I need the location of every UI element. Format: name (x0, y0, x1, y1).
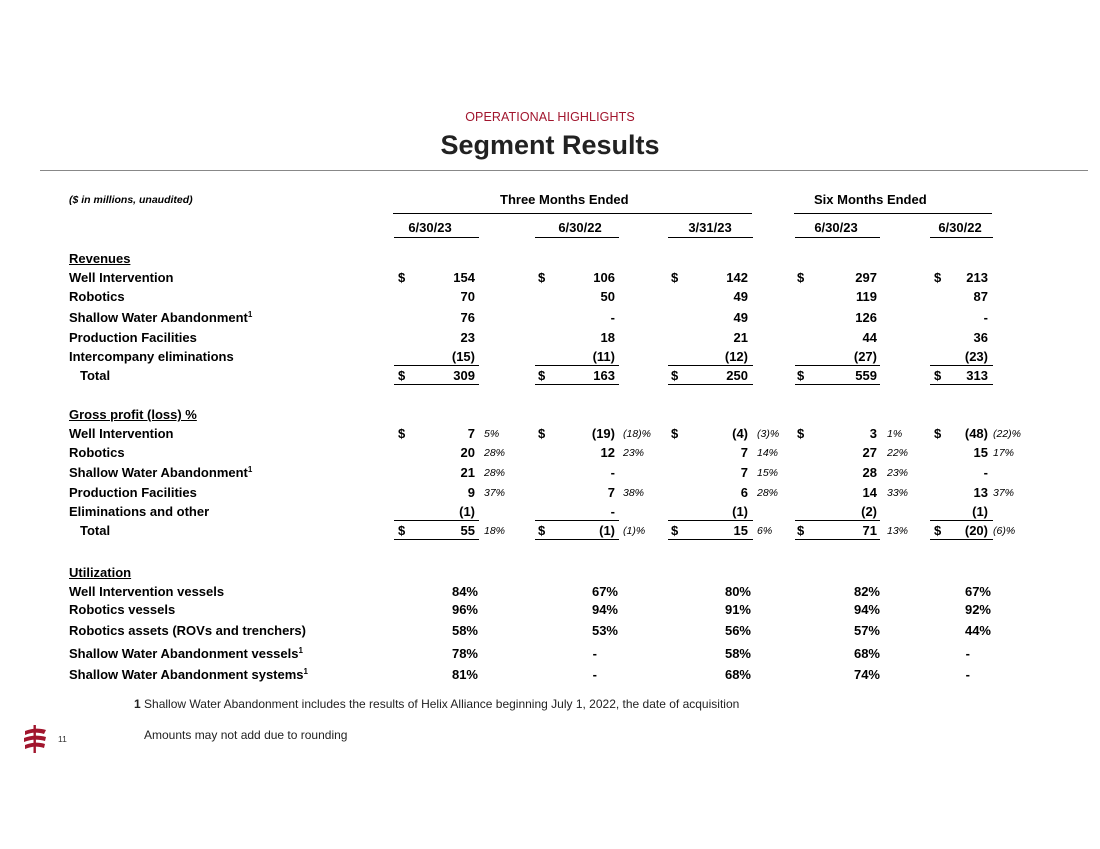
utilization-heading: Utilization (69, 565, 132, 580)
utilization-value: 58% (724, 646, 751, 661)
revenue-value: 36 (973, 330, 988, 345)
gross-margin-total-pct: 13% (887, 525, 909, 537)
gross-margin-pct: 37% (484, 487, 506, 499)
subtotal-rule (930, 365, 993, 366)
utilization-value: 84% (451, 584, 478, 599)
gross-margin-pct: 23% (623, 447, 645, 459)
revenue-value: (12) (724, 349, 748, 364)
units-note: ($ in millions, unaudited) (69, 194, 193, 206)
utilization-value: 58% (451, 623, 478, 638)
subtotal-rule (394, 365, 479, 366)
subtotal-rule (394, 520, 479, 521)
gross-profit-row-label: Robotics (69, 445, 125, 460)
utilization-value: 67% (591, 584, 618, 599)
column-header-rule (795, 237, 880, 238)
revenue-value: 23 (460, 330, 475, 345)
revenue-value: (23) (964, 349, 988, 364)
subtotal-rule (668, 520, 753, 521)
revenue-value: 154 (453, 270, 475, 285)
gross-profit-value: 7 (607, 485, 615, 500)
utilization-value: - (592, 646, 597, 661)
total-double-rule (930, 384, 993, 385)
gross-margin-pct: 28% (757, 487, 779, 499)
currency-symbol: $ (671, 523, 679, 538)
currency-symbol: $ (934, 523, 942, 538)
footnote-ref: 1 (247, 310, 253, 319)
currency-symbol: $ (797, 426, 805, 441)
revenue-total-value: 313 (966, 368, 988, 383)
revenue-value: 49 (733, 310, 748, 325)
gross-profit-total-value: (1) (599, 523, 615, 538)
revenue-value: - (983, 310, 988, 325)
gross-margin-pct: 33% (887, 487, 909, 499)
utilization-row-label: Robotics vessels (69, 602, 176, 617)
group-rule-six-months (794, 213, 992, 214)
revenue-value: 49 (733, 289, 748, 304)
gross-margin-total-pct: (6)% (993, 525, 1016, 537)
utilization-value: - (965, 646, 970, 661)
currency-symbol: $ (398, 270, 406, 285)
total-double-rule (930, 539, 993, 540)
currency-symbol: $ (671, 426, 679, 441)
group-header-three-months: Three Months Ended (500, 192, 629, 207)
currency-symbol: $ (538, 368, 546, 383)
revenue-row-label: Production Facilities (69, 330, 197, 345)
utilization-value: 67% (964, 584, 991, 599)
currency-symbol: $ (398, 523, 406, 538)
gross-profit-row-label: Shallow Water Abandonment$^1$ (69, 465, 253, 480)
total-double-rule (535, 384, 619, 385)
page-number: 11 (58, 734, 67, 744)
total-double-rule (795, 539, 880, 540)
footnote-ref: 1 (247, 465, 253, 474)
gross-profit-value: 14 (862, 485, 877, 500)
gross-margin-pct: 28% (484, 447, 506, 459)
revenue-row-label: Shallow Water Abandonment$^1$ (69, 310, 253, 325)
utilization-value: 68% (853, 646, 880, 661)
subtotal-rule (795, 520, 880, 521)
currency-symbol: $ (934, 270, 942, 285)
gross-profit-total-value: (20) (964, 523, 988, 538)
revenue-value: 142 (726, 270, 748, 285)
utilization-value: 81% (451, 667, 478, 682)
currency-symbol: $ (398, 426, 406, 441)
currency-symbol: $ (538, 270, 546, 285)
group-rule-three-months (393, 213, 752, 214)
currency-symbol: $ (797, 523, 805, 538)
subtotal-rule (535, 520, 619, 521)
gross-profit-heading: Gross profit (loss) % (69, 407, 197, 422)
utilization-value: 74% (853, 667, 880, 682)
gross-profit-total-value: 15 (733, 523, 748, 538)
gross-margin-pct: 1% (887, 428, 903, 440)
column-header: 6/30/23 (814, 220, 858, 235)
revenue-total-value: 309 (453, 368, 475, 383)
subtotal-rule (668, 365, 753, 366)
revenue-value: (15) (451, 349, 475, 364)
gross-profit-value: 7 (740, 465, 748, 480)
utilization-value: 92% (964, 602, 991, 617)
revenue-value: 213 (966, 270, 988, 285)
gross-margin-pct: 23% (887, 467, 909, 479)
utilization-value: 94% (853, 602, 880, 617)
utilization-value: 56% (724, 623, 751, 638)
total-double-rule (394, 384, 479, 385)
gross-margin-pct: 28% (484, 467, 506, 479)
gross-margin-total-pct: (1)% (623, 525, 646, 537)
revenue-total-value: 250 (726, 368, 748, 383)
revenue-value: 126 (855, 310, 877, 325)
revenue-value: 21 (733, 330, 748, 345)
gross-margin-pct: 38% (623, 487, 645, 499)
currency-symbol: $ (797, 368, 805, 383)
currency-symbol: $ (538, 523, 546, 538)
utilization-value: - (592, 667, 597, 682)
gross-profit-total-label: Total (80, 523, 111, 538)
gross-margin-pct: 17% (993, 447, 1015, 459)
title-divider (40, 170, 1088, 171)
revenues-heading: Revenues (69, 251, 131, 266)
utilization-value: - (965, 667, 970, 682)
currency-symbol: $ (398, 368, 406, 383)
revenue-value: 18 (600, 330, 615, 345)
subtotal-rule (795, 365, 880, 366)
utilization-row-label: Shallow Water Abandonment systems$^1$ (69, 667, 308, 682)
revenue-row-label: Intercompany eliminations (69, 349, 234, 364)
utilization-value: 78% (451, 646, 478, 661)
utilization-value: 57% (853, 623, 880, 638)
revenue-value: (11) (592, 349, 615, 364)
utilization-row-label: Robotics assets (ROVs and trenchers) (69, 623, 306, 638)
gross-profit-value: 20 (460, 445, 475, 460)
utilization-value: 44% (964, 623, 991, 638)
page-title: Segment Results (440, 130, 660, 160)
utilization-value: 82% (853, 584, 880, 599)
gross-margin-pct: (22)% (993, 428, 1022, 440)
gross-profit-value: 28 (862, 465, 877, 480)
gross-margin-total-pct: 18% (484, 525, 506, 537)
column-header: 6/30/22 (558, 220, 602, 235)
total-double-rule (668, 384, 753, 385)
gross-margin-pct: 37% (993, 487, 1015, 499)
section-kicker: OPERATIONAL HIGHLIGHTS (465, 110, 635, 124)
gross-profit-value: 15 (973, 445, 988, 460)
revenue-value: - (610, 310, 615, 325)
utilization-value: 94% (591, 602, 618, 617)
currency-symbol: $ (934, 368, 942, 383)
gross-profit-value: 21 (460, 465, 475, 480)
column-header: 6/30/22 (938, 220, 982, 235)
total-double-rule (394, 539, 479, 540)
footnote-rounding: Amounts may not add due to rounding (144, 728, 348, 742)
revenue-value: 76 (460, 310, 475, 325)
total-double-rule (668, 539, 753, 540)
subtotal-rule (535, 365, 619, 366)
gross-profit-value: - (610, 504, 615, 519)
revenue-row-label: Robotics (69, 289, 125, 304)
gross-profit-value: 9 (467, 485, 475, 500)
gross-profit-value: (1) (972, 504, 988, 519)
revenue-value: 106 (593, 270, 615, 285)
gross-profit-value: (1) (732, 504, 748, 519)
gross-profit-row-label: Production Facilities (69, 485, 197, 500)
footnote-ref: 1 (298, 646, 303, 655)
currency-symbol: $ (797, 270, 805, 285)
gross-margin-pct: (18)% (623, 428, 652, 440)
gross-profit-row-label: Eliminations and other (69, 504, 210, 519)
currency-symbol: $ (934, 426, 942, 441)
footnote-1: 1 Shallow Water Abandonment includes the results of Helix Alliance beginning July 1, 2022, the date of acquisition (134, 697, 740, 711)
footnote-ref: 1 (303, 667, 308, 676)
currency-symbol: $ (671, 270, 679, 285)
utilization-row-label: Well Intervention vessels (69, 584, 225, 599)
revenue-value: 87 (973, 289, 988, 304)
utilization-value: 96% (451, 602, 478, 617)
revenue-row-label: Well Intervention (69, 270, 174, 285)
subtotal-rule (930, 520, 993, 521)
revenue-value: 297 (855, 270, 877, 285)
gross-margin-pct: 5% (484, 428, 500, 440)
revenue-value: 50 (600, 289, 615, 304)
gross-margin-pct: 22% (887, 447, 909, 459)
revenue-total-value: 163 (593, 368, 615, 383)
utilization-value: 68% (724, 667, 751, 682)
revenue-value: 119 (856, 289, 877, 304)
gross-margin-pct: (3)% (757, 428, 780, 440)
gross-profit-value: - (983, 465, 988, 480)
revenue-value: 70 (460, 289, 475, 304)
currency-symbol: $ (671, 368, 679, 383)
currency-symbol: $ (538, 426, 546, 441)
revenue-value: (27) (853, 349, 877, 364)
gross-profit-value: (1) (459, 504, 475, 519)
gross-margin-total-pct: 6% (757, 525, 773, 537)
gross-profit-total-value: 71 (862, 523, 877, 538)
gross-profit-value: 13 (973, 485, 988, 500)
group-header-six-months: Six Months Ended (814, 192, 927, 207)
revenue-value: 44 (862, 330, 877, 345)
gross-margin-pct: 14% (757, 447, 779, 459)
column-header: 3/31/23 (688, 220, 732, 235)
gross-profit-value: 27 (862, 445, 877, 460)
column-header-rule (930, 237, 993, 238)
revenue-total-label: Total (80, 368, 111, 383)
gross-profit-value: 3 (869, 426, 877, 441)
column-header-rule (394, 237, 479, 238)
gross-profit-value: (2) (861, 504, 877, 519)
gross-profit-value: 7 (740, 445, 748, 460)
revenue-total-value: 559 (855, 368, 877, 383)
column-header-rule (535, 237, 619, 238)
utilization-row-label: Shallow Water Abandonment vessels$^1$ (69, 646, 303, 661)
column-header-rule (668, 237, 753, 238)
gross-profit-row-label: Well Intervention (69, 426, 174, 441)
total-double-rule (535, 539, 619, 540)
utilization-value: 91% (724, 602, 751, 617)
total-double-rule (795, 384, 880, 385)
gross-profit-value: (19) (591, 426, 615, 441)
gross-profit-value: (48) (964, 426, 988, 441)
gross-profit-total-value: 55 (460, 523, 475, 538)
gross-profit-value: 7 (467, 426, 475, 441)
helix-logo-icon (22, 725, 48, 753)
utilization-value: 80% (724, 584, 751, 599)
gross-profit-value: - (610, 465, 615, 480)
column-header: 6/30/23 (408, 220, 452, 235)
gross-profit-value: 6 (740, 485, 748, 500)
gross-margin-pct: 15% (757, 467, 779, 479)
gross-profit-value: (4) (732, 426, 748, 441)
gross-profit-value: 12 (600, 445, 615, 460)
utilization-value: 53% (591, 623, 618, 638)
